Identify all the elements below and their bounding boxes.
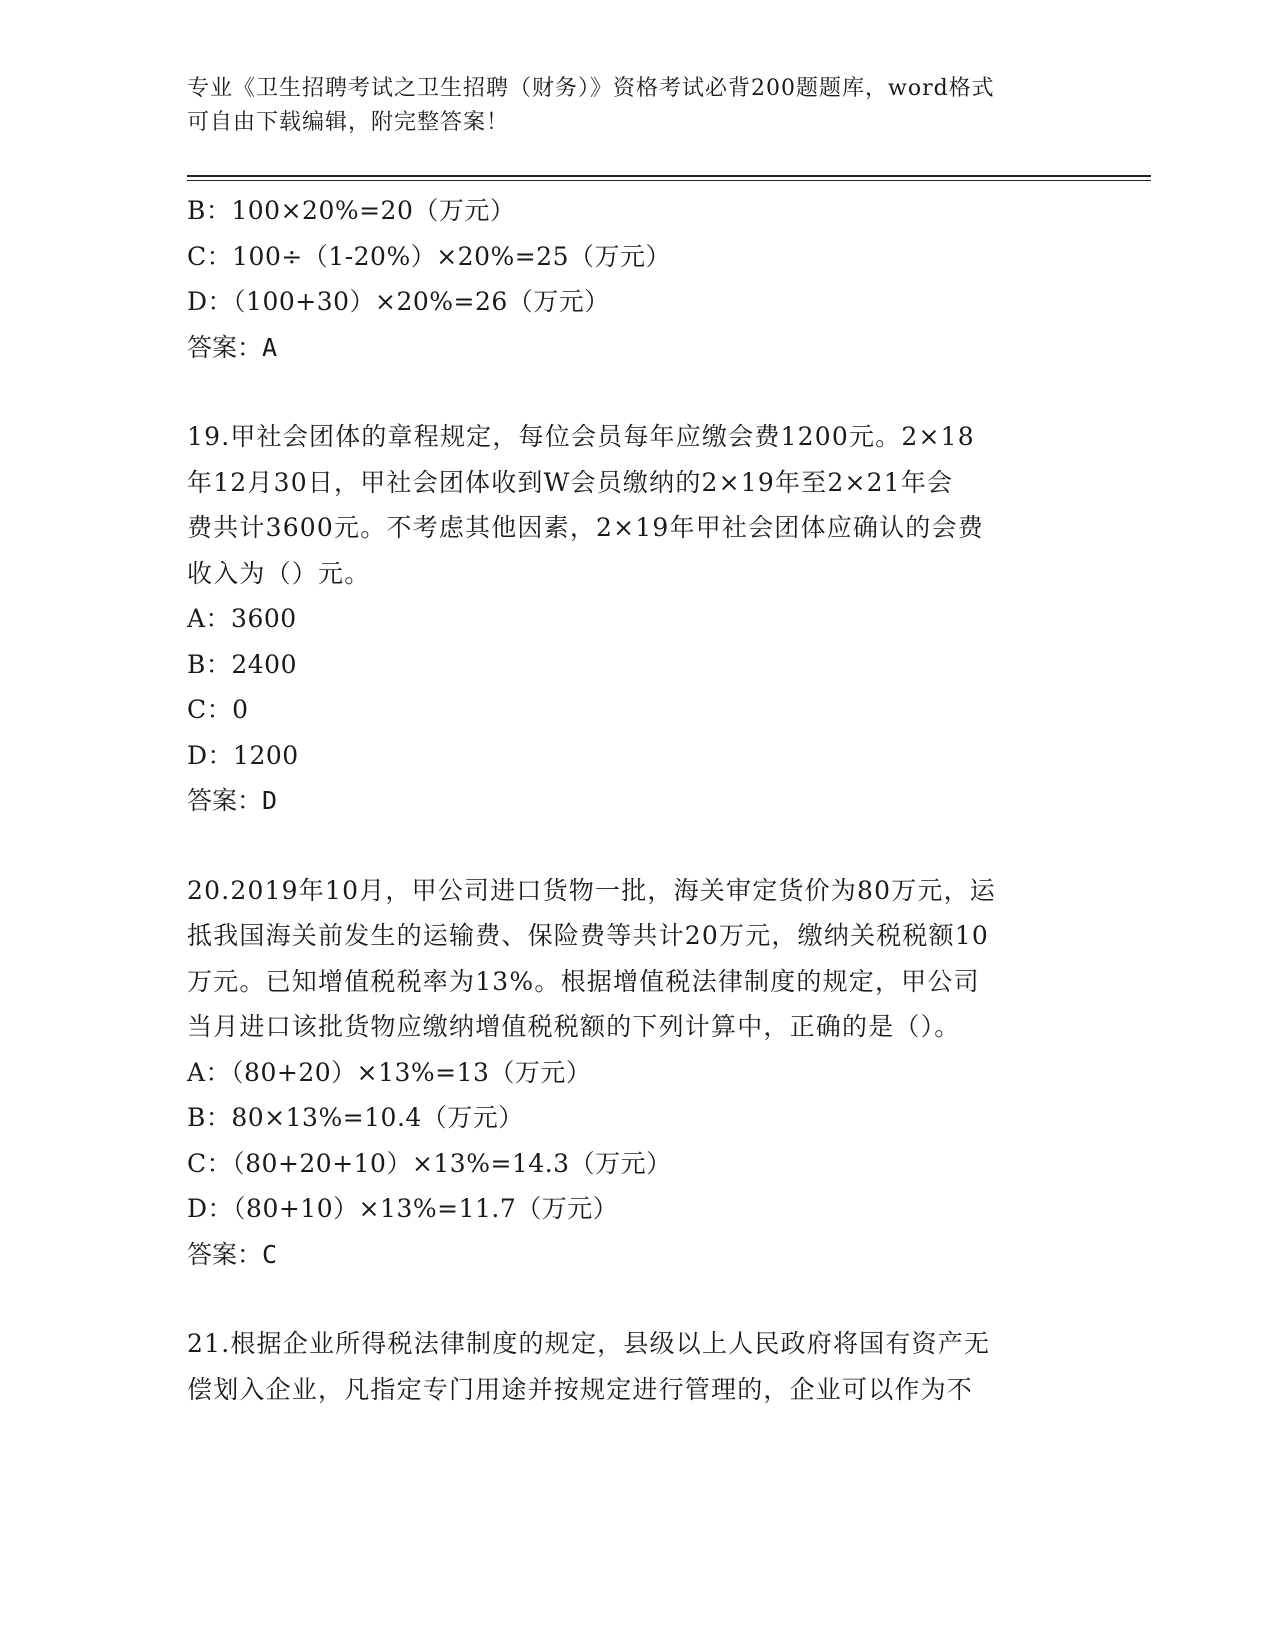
spacer [187,824,1087,868]
question-text-line: 19.甲社会团体的章程规定，每位会员每年应缴会费1200元。2×18 [187,422,975,451]
answer-value: A [262,332,278,362]
question-text-line: 费共计3600元。不考虑其他因素，2×19年甲社会团体应确认的会费 [187,513,984,542]
question-18 [187,188,1087,370]
answer-label: 答案： [187,332,263,362]
spacer [187,370,1087,414]
question-list [187,188,1087,1412]
question-text [187,414,1087,596]
answer-line [187,778,1087,824]
answer-line [187,325,1087,371]
header-line-1: 专业《卫生招聘考试之卫生招聘（财务）》资格考试必背200题题库，word格式 [187,76,995,101]
option-c: C：（80+20+10）×13%=14.3（万元） [187,1148,672,1178]
question-text-line: 偿划入企业，凡指定专门用途并按规定进行管理的，企业可以作为不 [187,1374,974,1404]
question-20 [187,868,1087,1278]
answer-label: 答案： [187,1239,263,1269]
option-b: B：2400 [187,649,297,679]
header-line-2: 可自由下载编辑，附完整答案！ [187,110,510,135]
question-text [187,868,1087,1050]
option-d: D：（80+10）×13%=11.7（万元） [187,1194,619,1223]
option-b: B：80×13%=10.4（万元） [187,1103,524,1132]
question-text-line: 20.2019年10月，甲公司进口货物一批，海关审定货价为80万元，运 [187,875,997,905]
question-text-line: 当月进口该批货物应缴纳增值税税额的下列计算中，正确的是（）。 [187,1012,961,1041]
option-a: A：3600 [187,604,297,633]
document-header [187,72,1087,140]
option-c: C：0 [187,695,249,724]
question-text-line: 21.根据企业所得税法律制度的规定，县级以上人民政府将国有资产无 [187,1329,991,1358]
question-text-line: 年12月30日，甲社会团体收到W会员缴纳的2×19年至2×21年会 [187,467,954,497]
question-text [187,1321,1087,1412]
question-text-line: 万元。已知增值税税率为13%。根据增值税法律制度的规定，甲公司 [187,966,980,996]
question-21 [187,1321,1087,1412]
question-19 [187,414,1087,824]
option-b: B：100×20%=20（万元） [187,196,516,225]
spacer [187,1277,1087,1321]
header-divider [187,175,1151,181]
option-a: A：（80+20）×13%=13（万元） [187,1057,592,1087]
question-text-line: 抵我国海关前发生的运输费、保险费等共计20万元，缴纳关税税额10 [187,921,990,950]
option-d: D：1200 [187,740,299,770]
option-c: C：100÷（1-20%）×20%=25（万元） [187,241,671,271]
answer-label: 答案： [187,786,263,815]
answer-value: D [262,786,278,815]
option-d: D：（100+30）×20%=26（万元） [187,287,610,316]
answer-value: C [262,1239,278,1269]
question-text-line: 收入为（）元。 [187,558,371,588]
answer-line [187,1232,1087,1278]
